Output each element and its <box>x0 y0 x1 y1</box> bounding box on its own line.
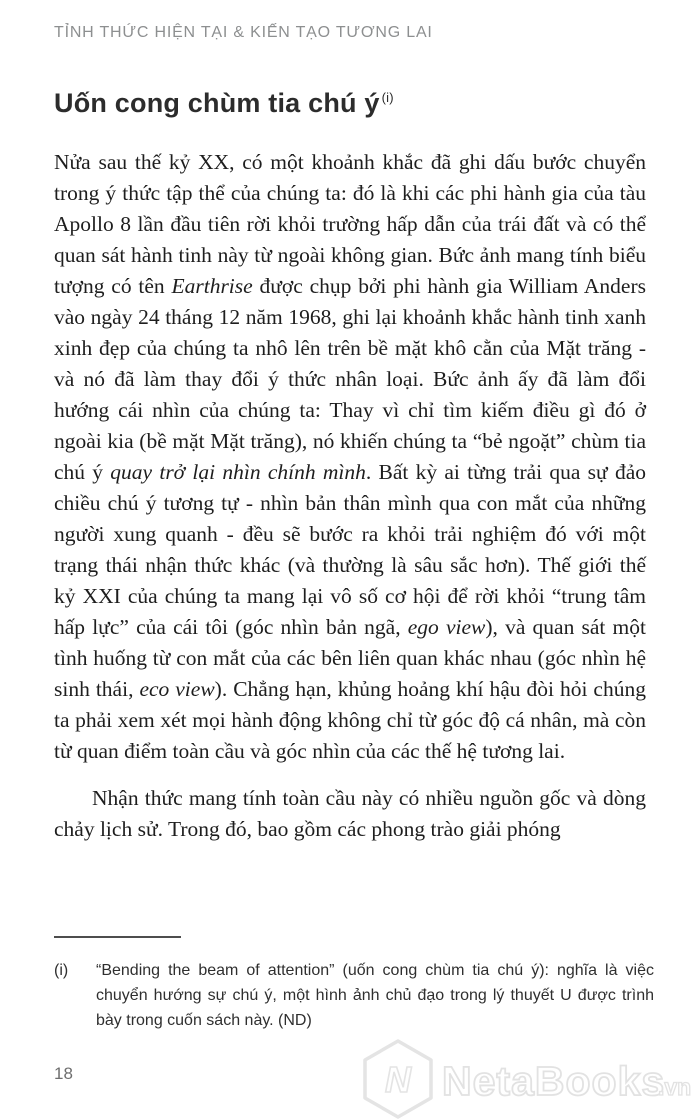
watermark-brand-text: NetaBooks <box>442 1058 666 1104</box>
footnote <box>54 958 654 1033</box>
italic-term-eco-view: eco view <box>139 677 215 701</box>
body-text <box>54 147 646 845</box>
netabooks-watermark <box>358 1038 700 1120</box>
footnote-text: “Bending the beam of attention” (uốn cong chùm tia chú ý): nghĩa là việc chuyển hướng sự chú ý, một hình ảnh chủ đạo trong lý thuyết U được trình bày trong cuốn sách này. (ND) <box>96 962 654 1029</box>
footnote-marker: (i) <box>54 962 69 979</box>
italic-phrase: quay trở lại nhìn chính mình <box>110 460 366 484</box>
section-heading <box>54 88 646 119</box>
running-header: TỈNH THỨC HIỆN TẠI & KIẾN TẠO TƯƠNG LAI <box>54 24 433 41</box>
footnote-divider <box>54 936 181 938</box>
paragraph-1-segment: Nửa sau thế kỷ XX, có một khoảnh khắc đã ghi dấu bước chuyển trong ý thức tập thể của chúng ta: đó là khi các phi hành gia của tàu Apollo 8 lần đầu tiên rời khỏi trường hấp dẫn của trái đất và có thể quan sát hành tinh này từ ngoài không gian. Bức ảnh mang tính biểu tượng có tên <box>54 150 646 298</box>
section-heading-text: Uốn cong chùm tia chú ý <box>54 88 380 118</box>
logo-letter: N <box>385 1059 411 1100</box>
paragraph-1-segment: ), và quan sát một tình huống từ con mắt của các bên liên quan khác nhau (góc nhìn hệ sinh thái, <box>54 615 646 701</box>
paragraph-2: Nhận thức mang tính toàn cầu này có nhiều nguồn gốc và dòng chảy lịch sử. Trong đó, bao gồm các phong trào giải phóng <box>54 786 646 841</box>
paragraph-1 <box>54 147 646 767</box>
watermark-tld-text: .vn <box>658 1074 692 1100</box>
paragraph-1-segment: ). Chẳng hạn, khủng hoảng khí hậu đòi hỏi chúng ta phải xem xét mọi hành động không chỉ từ góc độ cá nhân, mà còn từ quan điểm toàn cầu và góc nhìn của các thế hệ tương lai. <box>54 677 646 763</box>
italic-term-earthrise: Earthrise <box>171 274 253 298</box>
page-number: 18 <box>54 1064 73 1083</box>
paragraph-1-segment: được chụp bởi phi hành gia William Anders vào ngày 24 tháng 12 năm 1968, ghi lại khoảnh khắc hành tinh xanh xinh đẹp của chúng ta nhô lên trên bề mặt khô cằn của Mặt trăng - và nó đã làm thay đổi ý thức nhân loại. Bức ảnh ấy đã làm đổi hướng cái nhìn của chúng ta: Thay vì chỉ tìm kiếm điều gì đó ở ngoài kia (bề mặt Mặt trăng), nó khiến chúng ta “bẻ ngoặt” chùm tia chú ý <box>54 274 646 484</box>
paragraph-1-segment: . Bất kỳ ai từng trải qua sự đảo chiều chú ý tương tự - nhìn bản thân mình qua con mắt của những người xung quanh - đều sẽ bước ra khỏi trải nghiệm đó với một trạng thái nhận thức khác (và thường là sâu sắc hơn). Thế giới thế kỷ XXI của chúng ta mang lại vô số cơ hội để rời khỏi “trung tâm hấp lực” của cái tôi (góc nhìn bản ngã, <box>54 460 646 639</box>
netabooks-watermark-svg <box>358 1038 700 1120</box>
page-content <box>0 24 700 845</box>
hexagon-n-logo-icon <box>365 1041 431 1117</box>
footnote-reference-marker: (i) <box>381 90 394 105</box>
italic-term-ego-view: ego view <box>407 615 486 639</box>
